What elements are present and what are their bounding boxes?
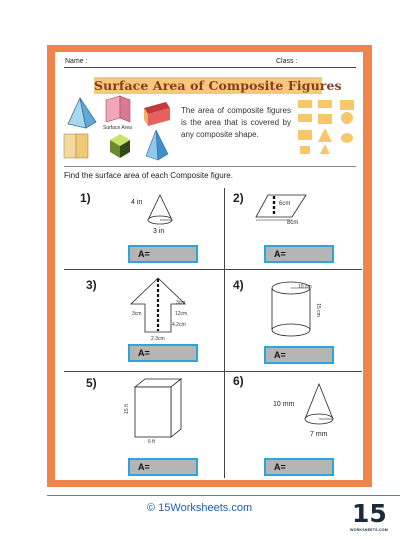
problem-6-radius: 7 mm: [310, 431, 328, 438]
problem-1-number: 1): [80, 191, 91, 205]
problem-2-number: 2): [233, 191, 244, 205]
nets-illustration: [294, 96, 358, 156]
problem-5-width: 6 ft: [148, 439, 155, 445]
copyright-link[interactable]: © 15Worksheets.com: [147, 502, 253, 514]
footer-line: [47, 495, 400, 496]
problem-2-answer-box[interactable]: A=: [264, 245, 334, 263]
problem-3-height: 12cm: [175, 311, 188, 317]
problem-3-right: 3cm: [176, 300, 186, 306]
problem-1-radius: 3 in: [153, 228, 165, 235]
problem-4-number: 4): [233, 278, 244, 292]
problem-2-parallelogram: [254, 193, 308, 221]
problem-3-base: 2.3cm: [151, 336, 165, 342]
logo: [352, 500, 386, 536]
problem-6-number: 6): [233, 374, 244, 388]
name-label: Name :: [65, 58, 88, 65]
logo-text: WORKSHEETS.COM: [350, 528, 388, 532]
problem-5-answer-box[interactable]: A=: [128, 458, 198, 476]
problem-3-answer-box[interactable]: A=: [128, 344, 198, 362]
problem-6-answer-box[interactable]: A=: [264, 458, 334, 476]
class-label: Class :: [276, 58, 298, 65]
problem-3-number: 3): [86, 278, 97, 292]
divider-top: [64, 166, 356, 167]
problem-1-cone: [146, 194, 174, 230]
problem-3-left: 3cm: [132, 311, 142, 317]
problem-1-answer-box[interactable]: A=: [128, 245, 198, 263]
problem-2-height: 6cm: [279, 201, 291, 207]
instruction: Find the surface area of each Composite figure.: [64, 171, 233, 180]
problem-1-height: 4 in: [131, 199, 143, 206]
problem-5-height: 15 ft: [123, 404, 130, 414]
surface-area-caption: Surface Area: [103, 125, 132, 131]
page-title: Surface Area of Composite Figures: [94, 78, 342, 93]
problem-4-radius: 10 cm: [298, 284, 312, 290]
grid-line-1: [64, 269, 362, 270]
problem-2-base: 8cm: [287, 220, 299, 226]
logo-number: 15: [352, 499, 387, 528]
problem-6-height: 10 mm: [273, 401, 295, 408]
grid-vertical: [224, 188, 225, 478]
problem-5-number: 5): [86, 376, 97, 390]
description: The area of composite figures is the area that is covered by any composite shape.: [181, 106, 291, 139]
grid-line-2: [64, 371, 362, 372]
problem-4-answer-box[interactable]: A=: [264, 346, 334, 364]
problem-3-stem: 4.2cm: [172, 322, 186, 328]
problem-5-prism: [133, 377, 183, 439]
problem-4-height: 15 cm: [314, 303, 321, 317]
problem-6-cone: [303, 383, 335, 429]
header-line: [64, 67, 356, 68]
